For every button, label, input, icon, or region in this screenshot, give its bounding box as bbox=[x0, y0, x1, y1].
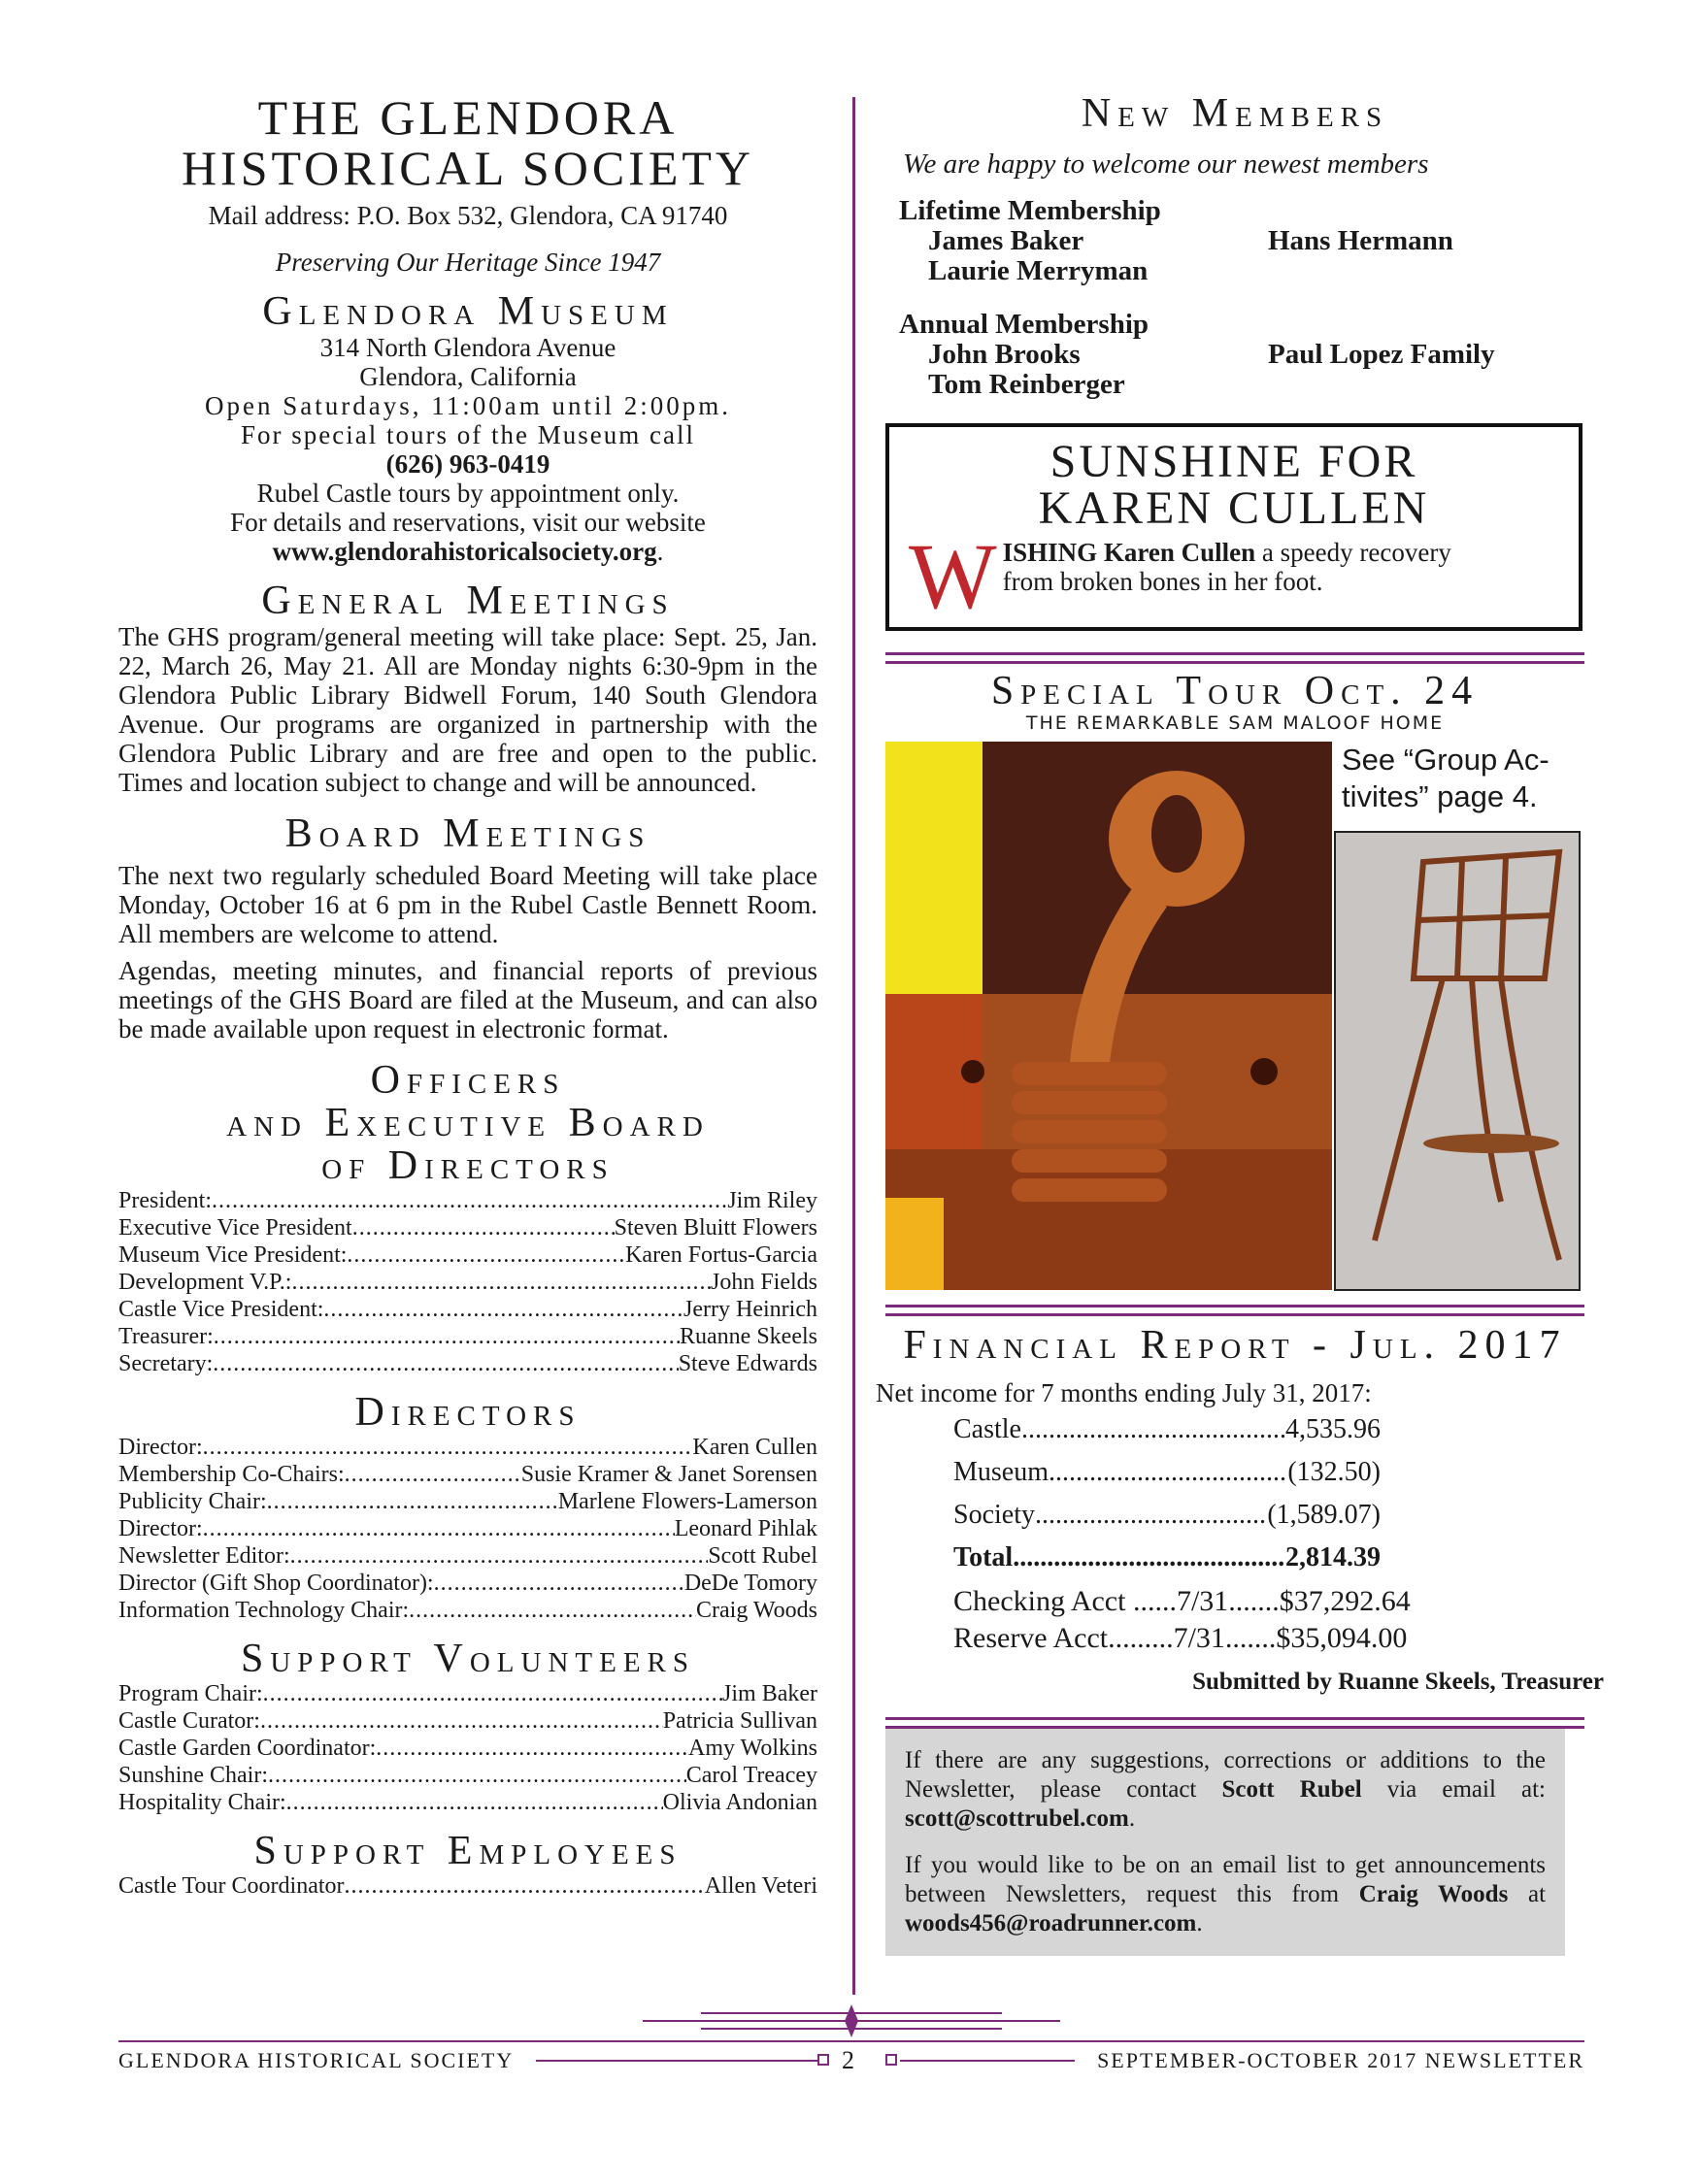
dot-leader bbox=[267, 1488, 558, 1515]
roster-name: Leonard Pihlak bbox=[674, 1516, 817, 1541]
footer-left: GLENDORA HISTORICAL SOCIETY bbox=[118, 2048, 515, 2072]
roster-row bbox=[118, 1241, 817, 1269]
dot-leader bbox=[376, 1735, 688, 1762]
museum-info bbox=[118, 333, 817, 566]
officers-heading-line3: of Directors bbox=[321, 1143, 615, 1188]
board-meetings-p2: Agendas, meeting minutes, and financial reports of previous meetings of the GHS Board are filed at the Museum, and can also be made available upon request in electronic format. bbox=[118, 956, 817, 1043]
roster-row bbox=[118, 1350, 817, 1377]
dot-leader bbox=[347, 1241, 625, 1269]
email-craig[interactable]: woods456@roadrunner.com bbox=[905, 1910, 1197, 1936]
sunshine-box bbox=[885, 423, 1582, 631]
lifetime-members bbox=[899, 196, 1584, 286]
officers-list bbox=[118, 1187, 817, 1377]
dot-leader bbox=[409, 1597, 696, 1624]
roster-title: Publicity Chair: bbox=[118, 1489, 267, 1514]
website-link[interactable]: www.glendorahistoricalsociety.org bbox=[272, 537, 657, 566]
right-column bbox=[876, 91, 1604, 1956]
dot-leader bbox=[214, 1323, 680, 1350]
new-members-heading: New Members bbox=[1081, 91, 1389, 136]
roster-name: Amy Wolkins bbox=[688, 1736, 817, 1761]
left-column bbox=[118, 92, 817, 1900]
dot-leader bbox=[345, 1872, 705, 1900]
employees-heading: Support Employees bbox=[253, 1829, 683, 1873]
dot-leader bbox=[268, 1762, 686, 1789]
roster-name: DeDe Tomory bbox=[683, 1571, 817, 1596]
roster-title: Museum Vice President: bbox=[118, 1242, 348, 1268]
financial-intro: Net income for 7 months ending July 31, 2017: bbox=[876, 1378, 1372, 1407]
roster-name: Craig Woods bbox=[696, 1598, 817, 1623]
sunshine-title-line1: SUNSHINE FOR bbox=[1049, 436, 1418, 487]
castle-tours: Rubel Castle tours by appointment only. bbox=[256, 479, 680, 508]
new-members-intro: We are happy to welcome our newest members bbox=[903, 149, 1429, 180]
dot-leader bbox=[323, 1296, 683, 1323]
annual-label: Annual Membership bbox=[899, 309, 1149, 340]
sunshine-rest1: a speedy recovery bbox=[1255, 538, 1451, 567]
footer-rule-left bbox=[536, 2060, 817, 2062]
wood-detail-illustration bbox=[885, 742, 1332, 1290]
footer-square-icon bbox=[885, 2054, 897, 2066]
roster-name: Allen Veteri bbox=[704, 1873, 817, 1899]
page-number: 2 bbox=[842, 2046, 856, 2074]
member-name: Tom Reinberger bbox=[928, 369, 1125, 400]
dot-leader bbox=[263, 1680, 722, 1707]
roster-title: Membership Co-Chairs: bbox=[118, 1462, 345, 1487]
roster-name: Scott Rubel bbox=[708, 1543, 817, 1569]
roster-title: Castle Garden Coordinator: bbox=[118, 1736, 377, 1761]
dot-leader bbox=[203, 1515, 675, 1542]
roster-row bbox=[118, 1296, 817, 1323]
dot-leader bbox=[352, 1214, 615, 1241]
roster-name: John Fields bbox=[710, 1270, 817, 1295]
roster-row bbox=[118, 1515, 817, 1542]
museum-phone: (626) 963-0419 bbox=[385, 449, 550, 479]
roster-title: Castle Vice President: bbox=[118, 1297, 324, 1322]
roster-row bbox=[118, 1597, 817, 1624]
submitted-by: Submitted by Ruanne Skeels, Treasurer bbox=[1192, 1669, 1604, 1695]
tour-note bbox=[1342, 742, 1549, 815]
financial-row: Museum ..... (132.50) bbox=[953, 1451, 1381, 1494]
sunshine-rest2: from broken bones in her foot. bbox=[1002, 567, 1323, 596]
financial-rows bbox=[953, 1408, 1411, 1657]
roster-title: Newsletter Editor: bbox=[118, 1543, 290, 1569]
roster-row bbox=[118, 1542, 817, 1570]
roster-title: Executive Vice President bbox=[118, 1215, 352, 1241]
contact-paragraph-1: If there are any suggestions, corrections or additions to the Newsletter, please contact Scott Rubel via email at: scott@scottrubel.com. bbox=[905, 1747, 1546, 1832]
email-scott[interactable]: scott@scottrubel.com bbox=[905, 1805, 1129, 1832]
roster-title: Director: bbox=[118, 1435, 203, 1460]
roster-row bbox=[118, 1461, 817, 1488]
tour-note-line2: tivites” page 4. bbox=[1342, 779, 1538, 813]
directors-heading: Directors bbox=[354, 1390, 582, 1435]
roster-name: Olivia Andonian bbox=[662, 1790, 817, 1815]
board-meetings-p1: The next two regularly scheduled Board Meeting will take place Monday, October 16 at 6 pm in the Rubel Castle Bennett Room. All members are welcome to attend. bbox=[118, 861, 817, 948]
roster-title: Director: bbox=[118, 1516, 203, 1541]
roster-name: Jim Baker bbox=[722, 1681, 817, 1706]
sunshine-bold: ISHING Karen Cullen bbox=[1002, 538, 1256, 567]
general-meetings-body: The GHS program/general meeting will take place: Sept. 25, Jan. 22, March 26, May 21. All are Monday nights 6:30-9pm in the Glendora Public Library Bidwell Forum, 140 South Glendora Avenue. Our programs are organized in partnership with the Glendora Public Library and are free and open to the public. Times and location subject to change and will be announced. bbox=[118, 622, 817, 797]
dot-leader bbox=[260, 1707, 663, 1735]
annual-members bbox=[899, 310, 1584, 400]
website-period: . bbox=[656, 537, 664, 566]
tour-note-line1: See “Group Ac- bbox=[1342, 743, 1549, 777]
museum-heading: Glendora Museum bbox=[262, 289, 674, 334]
contact-name-craig: Craig Woods bbox=[1358, 1881, 1509, 1907]
motto: Preserving Our Heritage Since 1947 bbox=[275, 248, 661, 277]
volunteers-heading: Support Volunteers bbox=[240, 1637, 696, 1681]
tour-heading: Special Tour Oct. 24 bbox=[990, 669, 1480, 713]
volunteers-list bbox=[118, 1680, 817, 1816]
tour-subheading: THE REMARKABLE SAM MALOOF HOME bbox=[1025, 712, 1445, 734]
reserve-account: Reserve Acct.........7/31.......$35,094.00 bbox=[953, 1622, 1408, 1654]
dropcap: W bbox=[909, 524, 997, 628]
roster-title: Director (Gift Shop Coordinator): bbox=[118, 1571, 434, 1596]
museum-address: 314 North Glendora Avenue bbox=[319, 333, 616, 362]
divider-rule bbox=[885, 652, 1584, 664]
roster-row bbox=[118, 1872, 817, 1900]
member-name: Laurie Merryman bbox=[928, 255, 1149, 286]
roster-title: Information Technology Chair: bbox=[118, 1598, 410, 1623]
roster-row bbox=[118, 1789, 817, 1816]
dot-leader bbox=[434, 1570, 684, 1597]
dot-leader bbox=[203, 1434, 693, 1461]
dot-leader bbox=[286, 1789, 663, 1816]
mail-address: Mail address: P.O. Box 532, Glendora, CA 91740 bbox=[208, 201, 728, 230]
general-meetings-heading: General Meetings bbox=[261, 579, 675, 623]
financial-heading: Financial Report - Jul. 2017 bbox=[903, 1323, 1567, 1368]
roster-name: Karen Fortus-Garcia bbox=[625, 1242, 817, 1268]
sunshine-message bbox=[909, 524, 1559, 628]
roster-row bbox=[118, 1707, 817, 1735]
checking-account: Checking Acct ......7/31.......$37,292.64 bbox=[953, 1585, 1411, 1617]
dot-leader bbox=[213, 1350, 678, 1377]
roster-title: Secretary: bbox=[118, 1351, 214, 1376]
directors-list bbox=[118, 1434, 817, 1624]
sunshine-title-line2: KAREN CULLEN bbox=[1038, 482, 1430, 534]
member-name: Hans Hermann bbox=[1268, 225, 1453, 256]
contact-box bbox=[885, 1729, 1565, 1956]
dot-leader bbox=[290, 1542, 709, 1570]
roster-row bbox=[118, 1762, 817, 1789]
roster-row bbox=[118, 1214, 817, 1241]
roster-row bbox=[118, 1269, 817, 1296]
member-name: James Baker bbox=[928, 225, 1084, 256]
financial-row: Society ..... (1,589.07) bbox=[953, 1494, 1381, 1537]
roster-row bbox=[118, 1434, 817, 1461]
employees-list bbox=[118, 1872, 817, 1900]
lifetime-label: Lifetime Membership bbox=[899, 195, 1161, 226]
roster-name: Steve Edwards bbox=[678, 1351, 817, 1376]
roster-row bbox=[118, 1735, 817, 1762]
roster-title: Development V.P.: bbox=[118, 1270, 292, 1295]
society-title-line1: THE GLENDORA bbox=[257, 90, 679, 145]
roster-name: Carol Treacey bbox=[685, 1763, 817, 1788]
museum-tour-call: For special tours of the Museum call bbox=[241, 420, 695, 449]
board-meetings-heading: Board Meetings bbox=[284, 811, 651, 856]
music-stand-illustration bbox=[1336, 833, 1579, 1289]
dot-leader bbox=[291, 1269, 711, 1296]
sunshine-title bbox=[909, 436, 1559, 534]
financial-row: Castle ..... 4,535.96 bbox=[953, 1408, 1381, 1451]
tour-photos bbox=[885, 742, 1584, 1297]
roster-title: Sunshine Chair: bbox=[118, 1763, 268, 1788]
divider-rule bbox=[885, 1717, 1584, 1729]
roster-name: Ruanne Skeels bbox=[680, 1324, 817, 1349]
music-stand-photo bbox=[1334, 831, 1581, 1291]
website-intro: For details and reservations, visit our website bbox=[230, 508, 706, 537]
roster-row bbox=[118, 1187, 817, 1214]
society-title bbox=[118, 92, 817, 193]
roster-name: Susie Kramer & Janet Sorensen bbox=[520, 1462, 817, 1487]
roster-name: Steven Bluitt Flowers bbox=[614, 1215, 817, 1241]
financial-total: Total ..... 2,814.39 bbox=[953, 1537, 1381, 1579]
member-name: John Brooks bbox=[928, 339, 1081, 370]
roster-name: Jerry Heinrich bbox=[683, 1297, 817, 1322]
dot-leader bbox=[212, 1187, 727, 1214]
footer-square-icon bbox=[817, 2054, 829, 2066]
roster-row bbox=[118, 1570, 817, 1597]
officers-heading bbox=[118, 1059, 817, 1187]
dot-leader bbox=[345, 1461, 521, 1488]
roster-title: Treasurer: bbox=[118, 1324, 214, 1349]
roster-name: Jim Riley bbox=[727, 1188, 817, 1213]
footer bbox=[118, 2048, 1584, 2077]
officers-heading-line2: and Executive Board bbox=[226, 1101, 710, 1145]
society-title-line2: HISTORICAL SOCIETY bbox=[181, 141, 755, 195]
contact-name-scott: Scott Rubel bbox=[1221, 1776, 1362, 1803]
roster-name: Patricia Sullivan bbox=[662, 1708, 817, 1734]
footer-rule-right bbox=[900, 2060, 1075, 2062]
roster-title: Program Chair: bbox=[118, 1681, 263, 1706]
roster-title: Hospitality Chair: bbox=[118, 1790, 286, 1815]
roster-title: Castle Curator: bbox=[118, 1708, 260, 1734]
footer-right: SEPTEMBER-OCTOBER 2017 NEWSLETTER bbox=[1097, 2048, 1584, 2072]
column-divider bbox=[852, 97, 855, 1995]
roster-name: Karen Cullen bbox=[692, 1435, 817, 1460]
roster-row bbox=[118, 1488, 817, 1515]
divider-rule bbox=[885, 1305, 1584, 1316]
museum-hours: Open Saturdays, 11:00am until 2:00pm. bbox=[205, 391, 731, 420]
wood-detail-photo bbox=[885, 742, 1332, 1290]
roster-name: Marlene Flowers-Lamerson bbox=[557, 1489, 817, 1514]
officers-heading-line1: Officers bbox=[370, 1058, 566, 1103]
roster-row bbox=[118, 1680, 817, 1707]
roster-title: President: bbox=[118, 1188, 212, 1213]
roster-title: Castle Tour Coordinator bbox=[118, 1873, 345, 1899]
diamond-icon bbox=[845, 2004, 858, 2037]
museum-city: Glendora, California bbox=[359, 362, 577, 391]
roster-row bbox=[118, 1323, 817, 1350]
member-name: Paul Lopez Family bbox=[1268, 339, 1495, 370]
contact-paragraph-2: If you would like to be on an email list to get announcements between Newsletters, request this from Craig Woods at woods456@roadrunner.com. bbox=[905, 1852, 1547, 1936]
